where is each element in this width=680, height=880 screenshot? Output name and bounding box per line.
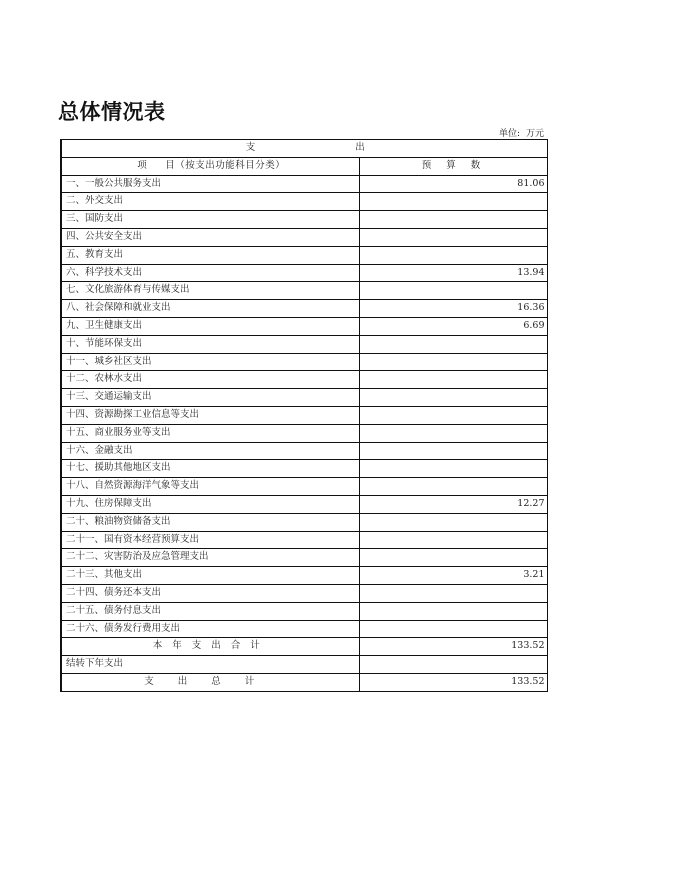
table-row (61, 478, 547, 496)
row-value (359, 389, 547, 407)
row-label: 八、社会保障和就业支出 (61, 300, 359, 318)
row-value (359, 478, 547, 496)
row-value (359, 228, 547, 246)
table-row (61, 424, 547, 442)
unit-note (493, 126, 544, 139)
row-label: 十八、自然资源海洋气象等支出 (61, 478, 359, 496)
row-value (359, 282, 547, 300)
table-row (61, 549, 547, 567)
row-label: 二十五、债务付息支出 (61, 602, 359, 620)
row-value (359, 584, 547, 602)
table-row (61, 460, 547, 478)
table-row (61, 175, 547, 193)
table-row (61, 353, 547, 371)
row-label: 十一、城乡社区支出 (61, 353, 359, 371)
row-value: 16.36 (359, 300, 547, 318)
row-label: 二十三、其他支出 (61, 567, 359, 585)
header-expenditure-right: 出 (355, 142, 365, 153)
row-value (359, 211, 547, 229)
row-value (359, 513, 547, 531)
subtotal-value: 133.52 (359, 638, 547, 656)
carryover-row (61, 656, 547, 674)
table-row (61, 567, 547, 585)
table-row (61, 442, 547, 460)
row-label: 十二、农林水支出 (61, 371, 359, 389)
row-value: 12.27 (359, 495, 547, 513)
table-row (61, 495, 547, 513)
row-label: 一、一般公共服务支出 (61, 175, 359, 193)
table-row (61, 282, 547, 300)
row-label: 四、公共安全支出 (61, 228, 359, 246)
table-row (61, 602, 547, 620)
row-value (359, 424, 547, 442)
row-value (359, 620, 547, 638)
row-value (359, 531, 547, 549)
header-expenditure (61, 140, 547, 158)
row-value (359, 335, 547, 353)
total-value: 133.52 (359, 673, 547, 691)
row-value: 81.06 (359, 175, 547, 193)
row-value: 6.69 (359, 317, 547, 335)
column-header-amount: 预 算 数 (359, 157, 547, 175)
table-row (61, 513, 547, 531)
row-value (359, 371, 547, 389)
row-label: 二十四、债务还本支出 (61, 584, 359, 602)
table-row (61, 531, 547, 549)
page-title: 总体情况表 (58, 100, 166, 124)
carryover-value (359, 656, 547, 674)
table-row (61, 620, 547, 638)
row-value (359, 353, 547, 371)
row-value (359, 193, 547, 211)
header-expenditure-left: 支 (245, 142, 256, 153)
row-value: 13.94 (359, 264, 547, 282)
unit-value: 万元 (525, 129, 544, 139)
row-label: 二十六、债务发行费用支出 (61, 620, 359, 638)
row-label: 十九、住房保障支出 (61, 495, 359, 513)
table-row (61, 371, 547, 389)
row-label: 十七、援助其他地区支出 (61, 460, 359, 478)
row-label: 九、卫生健康支出 (61, 317, 359, 335)
unit-label: 单位: (498, 129, 520, 139)
row-label: 十三、交通运输支出 (61, 389, 359, 407)
table-row (61, 335, 547, 353)
header-row-expenditure (61, 140, 547, 158)
row-label: 二、外交支出 (61, 193, 359, 211)
table-row (61, 264, 547, 282)
carryover-label: 结转下年支出 (61, 656, 359, 674)
table-row (61, 406, 547, 424)
row-value (359, 246, 547, 264)
row-value (359, 549, 547, 567)
row-label: 二十二、灾害防治及应急管理支出 (61, 549, 359, 567)
row-label: 二十、粮油物资储备支出 (61, 513, 359, 531)
row-label: 七、文化旅游体育与传媒支出 (61, 282, 359, 300)
row-value (359, 460, 547, 478)
total-label: 支出总计 (61, 673, 359, 691)
table-row (61, 317, 547, 335)
column-header-item-rest: 目（按支出功能科目分类） (165, 159, 286, 171)
subtotal-label: 本年支出合计 (61, 638, 359, 656)
row-label: 十、节能环保支出 (61, 335, 359, 353)
table-row (61, 300, 547, 318)
row-value (359, 406, 547, 424)
subtotal-row (61, 638, 547, 656)
row-value (359, 442, 547, 460)
table-row (61, 211, 547, 229)
row-label: 十五、商业服务业等支出 (61, 424, 359, 442)
row-label: 二十一、国有资本经营预算支出 (61, 531, 359, 549)
table-row (61, 246, 547, 264)
budget-summary-table (60, 139, 548, 692)
row-label: 十四、资源勘探工业信息等支出 (61, 406, 359, 424)
row-label: 三、国防支出 (61, 211, 359, 229)
row-label: 十六、金融支出 (61, 442, 359, 460)
table-row (61, 193, 547, 211)
row-value: 3.21 (359, 567, 547, 585)
row-label: 五、教育支出 (61, 246, 359, 264)
total-row (61, 673, 547, 691)
column-header-item-prefix: 项 (137, 159, 148, 171)
header-row-columns (61, 157, 547, 175)
row-label: 六、科学技术支出 (61, 264, 359, 282)
table-row (61, 584, 547, 602)
row-value (359, 602, 547, 620)
column-header-item (61, 157, 359, 175)
table-row (61, 389, 547, 407)
table-row (61, 228, 547, 246)
